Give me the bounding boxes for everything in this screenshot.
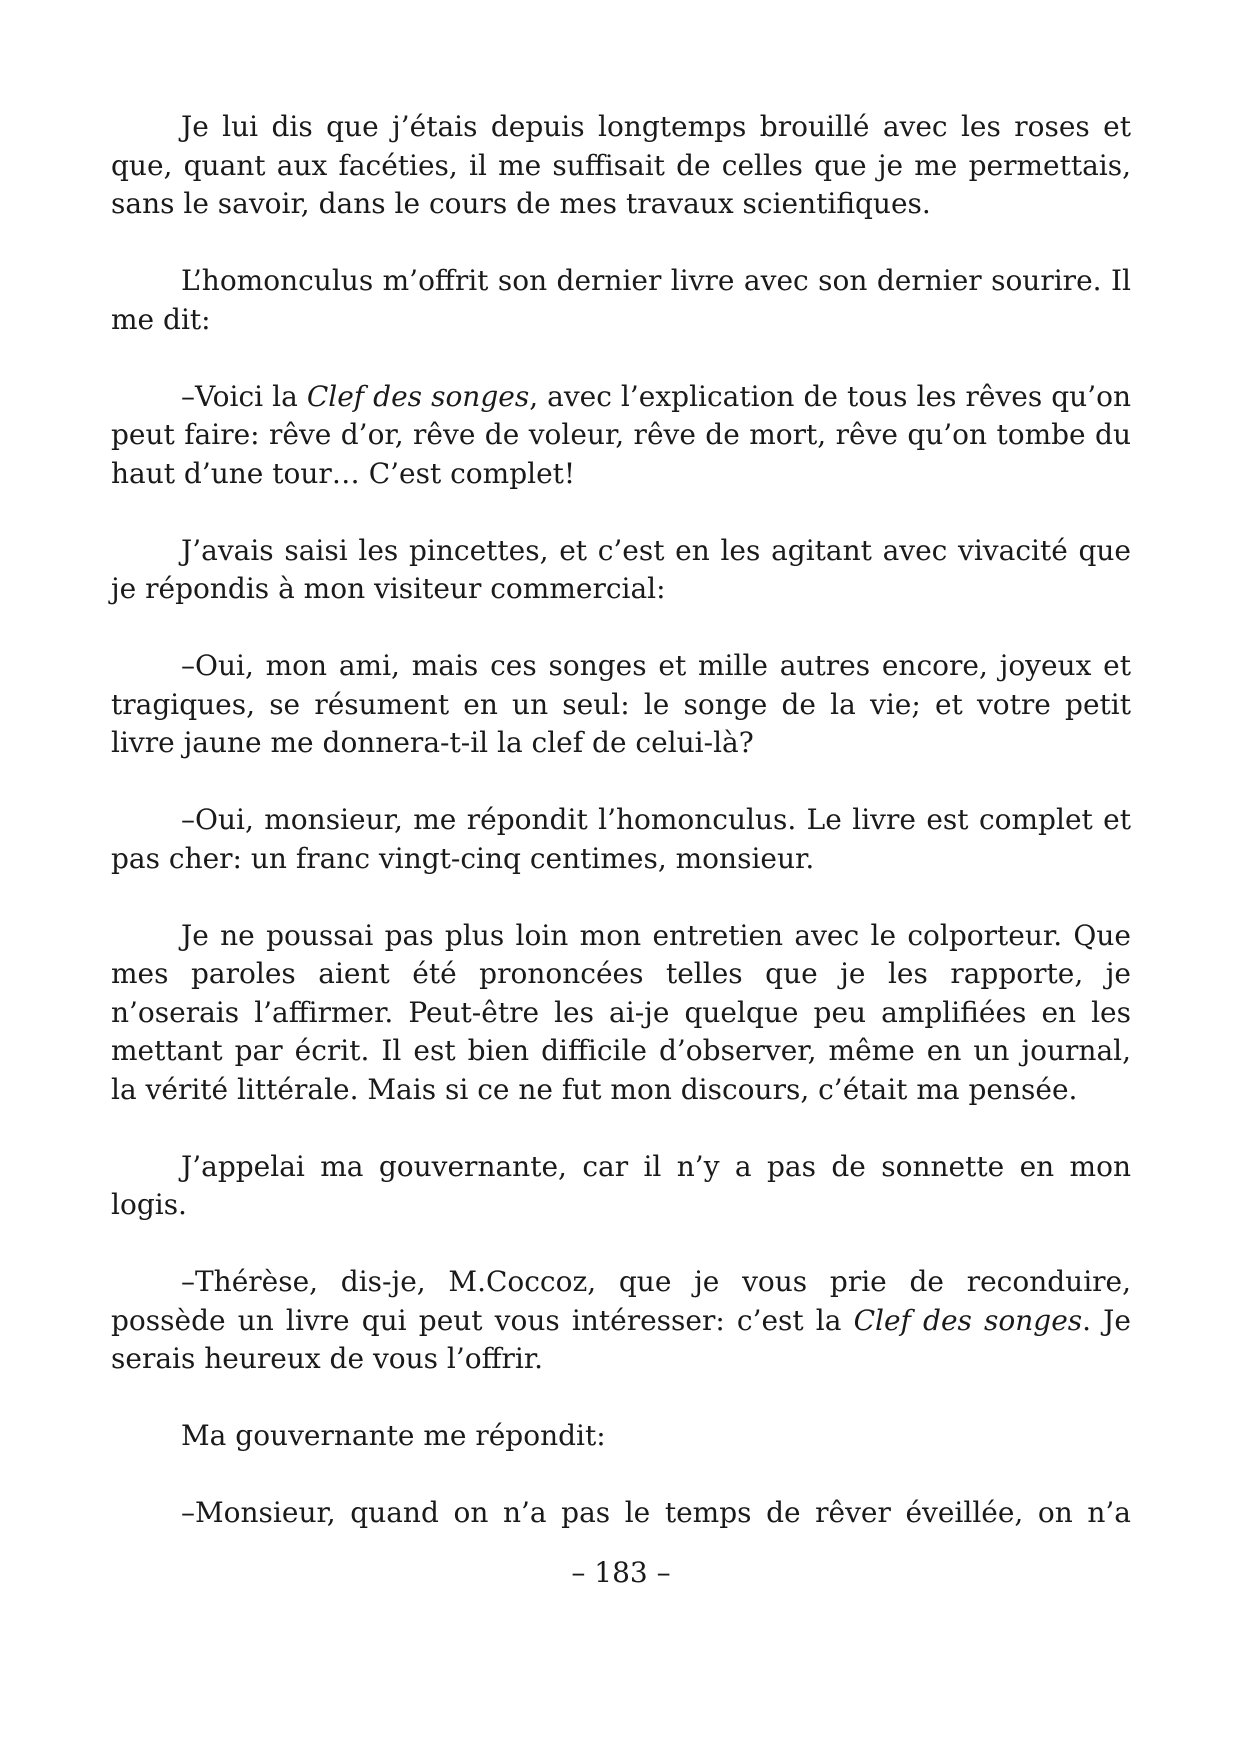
book-title-italic: Clef des songes [306, 379, 530, 413]
paragraph-10: Ma gouvernante me répondit: [181, 1419, 606, 1452]
paragraph-3 [111, 378, 1131, 494]
paragraph-8: J’appelai ma gouvernante, car il n’y a pas de sonnette en mon logis. [111, 1149, 1131, 1221]
paragraph-4: J’avais saisi les pincettes, et c’est en les agitant avec vivacité que je répondis à mon visiteur commercial: [111, 533, 1131, 605]
page-number: – 183 – [571, 1556, 671, 1589]
paragraph-3-after: , avec l’explication de tous les rêves qu’on peut faire: rêve d’or, rêve de voleur, rêve de mort, rêve qu’on tombe du haut d’une tour… C’est complet! [111, 379, 1131, 490]
paragraph-9-after: . Je serais heureux de vous l’offrir. [111, 1303, 1131, 1375]
paragraph-1: Je lui dis que j’étais depuis longtemps brouillé avec les roses et que, quant aux facéties, il me suffisait de celles que je me permettais, sans le savoir, dans le cours de mes travaux scientifiques. [111, 110, 1131, 220]
paragraph-9-before: –Thérèse, dis-je, M.Coccoz, que je vous prie de reconduire, possède un livre qui peut vous intéresser: c’est la [111, 1265, 1131, 1337]
book-title-italic: Clef des songes [853, 1303, 1083, 1337]
paragraph-2: L’homonculus m’offrit son dernier livre avec son dernier sourire. Il me dit: [111, 264, 1131, 336]
paragraph-5: –Oui, mon ami, mais ces songes et mille autres encore, joyeux et tragiques, se résument en un seul: le songe de la vie; et votre petit livre jaune me donnera-t-il la clef de celui-là? [111, 649, 1131, 759]
paragraph-11: –Monsieur, quand on n’a pas le temps de rêver éveillée, on n’a [181, 1496, 1131, 1529]
paragraph-3-before: –Voici la [181, 379, 307, 413]
paragraph-6: –Oui, monsieur, me répondit l’homonculus. Le livre est complet et pas cher: un franc vingt-cinq centimes, monsieur. [111, 803, 1131, 875]
paragraph-9 [111, 1263, 1131, 1379]
page-body [111, 108, 1131, 1533]
paragraph-7: Je ne poussai pas plus loin mon entretien avec le colporteur. Que mes paroles aient été prononcées telles que je les rapporte, je n’oserais l’affirmer. Peut-être les ai-je quelque peu amplifiées en les mettant par écrit. Il est bien difficile d’observer, même en un journal, la vérité littérale. Mais si ce ne fut mon discours, c’était ma pensée. [111, 918, 1131, 1106]
